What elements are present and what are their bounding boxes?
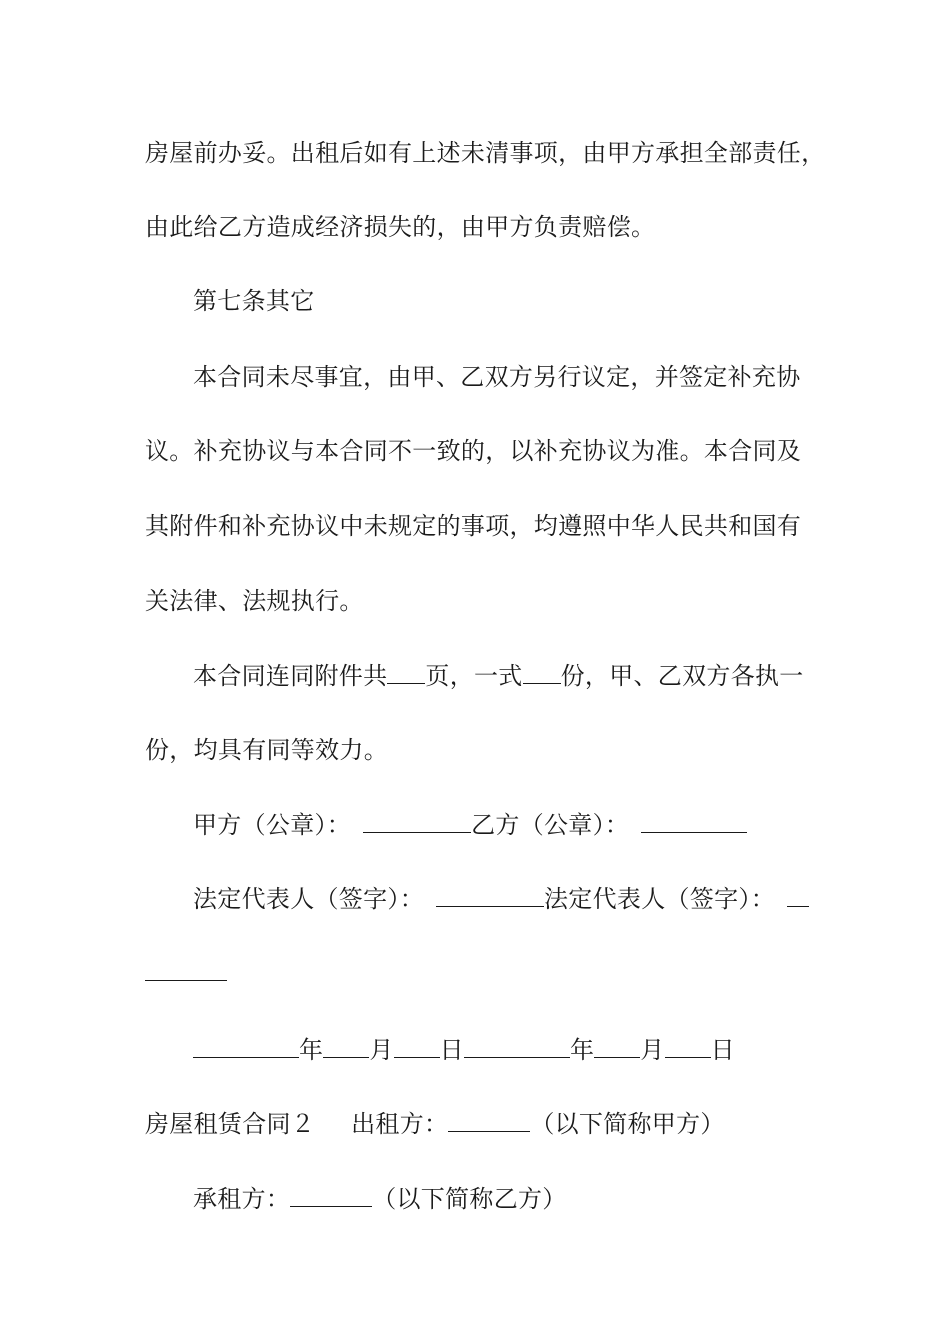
copies-clause-line	[193, 661, 804, 691]
party-a-seal-blank[interactable]	[363, 810, 471, 833]
seal-line	[193, 810, 747, 840]
contract2-header-line	[145, 1109, 725, 1139]
month-blank-b[interactable]	[594, 1035, 640, 1058]
paragraph-line: 其附件和补充协议中未规定的事项，均遵照中华人民共和国有	[145, 512, 802, 540]
day-label: 日	[439, 1036, 464, 1064]
contract-title: 房屋租赁合同２	[145, 1110, 316, 1138]
party-a-rep-blank[interactable]	[436, 884, 544, 907]
copies-text-a: 本合同连同附件共	[193, 662, 388, 690]
paragraph-line: 份，均具有同等效力。	[145, 736, 388, 764]
party-b-seal-blank[interactable]	[641, 810, 747, 833]
representative-line	[193, 884, 809, 914]
copies-text-c: 份，甲、乙双方各执一	[560, 662, 804, 690]
day-label: 日	[710, 1036, 735, 1064]
party-b-rep-blank-start[interactable]	[787, 884, 809, 907]
lessor-note: （以下简称甲方）	[530, 1110, 725, 1138]
party-b-rep-label: 法定代表人（签字）：	[544, 885, 775, 913]
month-blank-a[interactable]	[323, 1035, 369, 1058]
representative-blank-continued	[145, 958, 227, 988]
paragraph-line: 议。补充协议与本合同不一致的，以补充协议为准。本合同及	[145, 437, 802, 465]
day-blank-a[interactable]	[394, 1035, 440, 1058]
copies-blank[interactable]	[523, 661, 561, 684]
party-b-seal-label: 乙方（公章）：	[471, 811, 630, 839]
paragraph-line: 由此给乙方造成经济损失的，由甲方负责赔偿。	[145, 213, 656, 241]
date-line	[193, 1035, 735, 1065]
paragraph-line: 房屋前办妥。出租后如有上述未清事项，由甲方承担全部责任，	[145, 139, 826, 167]
month-label: 月	[640, 1036, 665, 1064]
lessee-blank[interactable]	[290, 1184, 372, 1207]
pages-blank[interactable]	[387, 661, 425, 684]
lessee-label: 承租方：	[193, 1185, 291, 1213]
lessee-line	[193, 1184, 567, 1214]
paragraph-line: 关法律、法规执行。	[145, 587, 364, 615]
year-blank-a[interactable]	[193, 1035, 299, 1058]
year-label: 年	[569, 1036, 595, 1064]
month-label: 月	[369, 1036, 394, 1064]
paragraph-line: 本合同未尽事宜，由甲、乙双方另行议定，并签定补充协	[193, 363, 801, 391]
year-label: 年	[299, 1036, 324, 1064]
party-b-rep-blank-end[interactable]	[145, 958, 227, 981]
lessee-note: （以下简称乙方）	[372, 1185, 567, 1213]
party-a-seal-label: 甲方（公章）：	[193, 811, 352, 839]
year-blank-b[interactable]	[464, 1035, 570, 1058]
day-blank-b[interactable]	[665, 1035, 711, 1058]
copies-text-b: 页，一式	[425, 662, 523, 690]
lessor-blank[interactable]	[448, 1109, 530, 1132]
section-heading: 第七条其它	[193, 287, 315, 315]
lessor-label: 出租方：	[351, 1110, 449, 1138]
party-a-rep-label: 法定代表人（签字）：	[193, 885, 424, 913]
